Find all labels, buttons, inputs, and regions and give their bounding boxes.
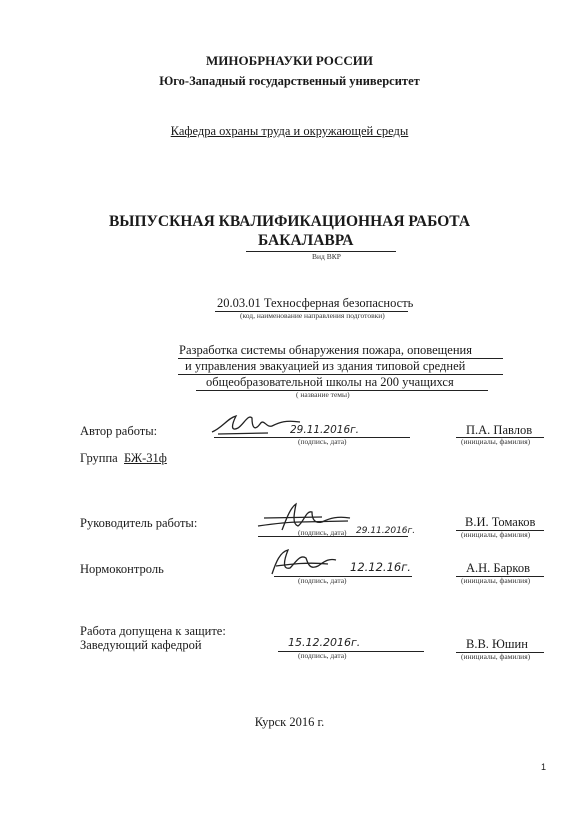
admission-date: 15.12.2016г. (288, 636, 361, 649)
work-type-caption: Вид ВКР (312, 252, 341, 261)
normcontrol-name-caption: (инициалы, фамилия) (461, 576, 531, 585)
admission-label: Работа допущена к защите: (80, 624, 226, 638)
normcontrol-sign-caption: (подпись, дата) (298, 576, 347, 585)
department-name: Кафедра охраны труда и окружающей среды (170, 124, 409, 138)
admission-sign-caption: (подпись, дата) (298, 651, 347, 660)
topic-caption: ( название темы) (296, 390, 350, 399)
normcontrol-label: Нормоконтроль (80, 562, 164, 576)
author-date: 29.11.2016г. (290, 424, 359, 436)
supervisor-date: 29.11.2016г. (356, 526, 416, 536)
supervisor-name-caption: (инициалы, фамилия) (461, 530, 531, 539)
author-label: Автор работы: (80, 424, 158, 438)
author-sign-caption: (подпись, дата) (298, 437, 347, 446)
normcontrol-name: А.Н. Барков (466, 561, 530, 575)
author-name-caption: (инициалы, фамилия) (461, 437, 531, 446)
direction: 20.03.01 Техносферная безопасность (217, 296, 414, 310)
group-value: БЖ-31ф (124, 451, 167, 465)
topic-line-3: общеобразовательной школы на 200 учащихся (206, 375, 454, 389)
direction-caption: (код, наименование направления подготовки) (240, 311, 385, 320)
supervisor-sign-caption: (подпись, дата) (298, 528, 347, 537)
city-year: Курск 2016 г. (254, 715, 325, 729)
head-of-department-label: Заведующий кафедрой (80, 638, 202, 652)
group-label: Группа (80, 451, 118, 465)
page-number: 1 (541, 762, 547, 772)
work-title: ВЫПУСКНАЯ КВАЛИФИКАЦИОННАЯ РАБОТА (108, 213, 471, 230)
university-name: Юго-Западный государственный университет (159, 74, 420, 88)
author-name: П.А. Павлов (466, 423, 533, 437)
topic-line-2: и управления эвакуацией из здания типовой средней (185, 359, 466, 373)
topic-line-1: Разработка системы обнаружения пожара, оповещения (179, 343, 472, 357)
admission-name: В.В. Юшин (466, 637, 528, 651)
normcontrol-signature (262, 544, 342, 580)
ministry-title: МИНОБРНАУКИ РОССИИ (206, 53, 373, 68)
normcontrol-date: 12.12.16г. (350, 560, 411, 574)
work-title-degree: БАКАЛАВРА (258, 232, 354, 249)
supervisor-name: В.И. Томаков (465, 515, 536, 529)
supervisor-label: Руководитель работы: (80, 516, 198, 530)
admission-name-caption: (инициалы, фамилия) (461, 652, 531, 661)
